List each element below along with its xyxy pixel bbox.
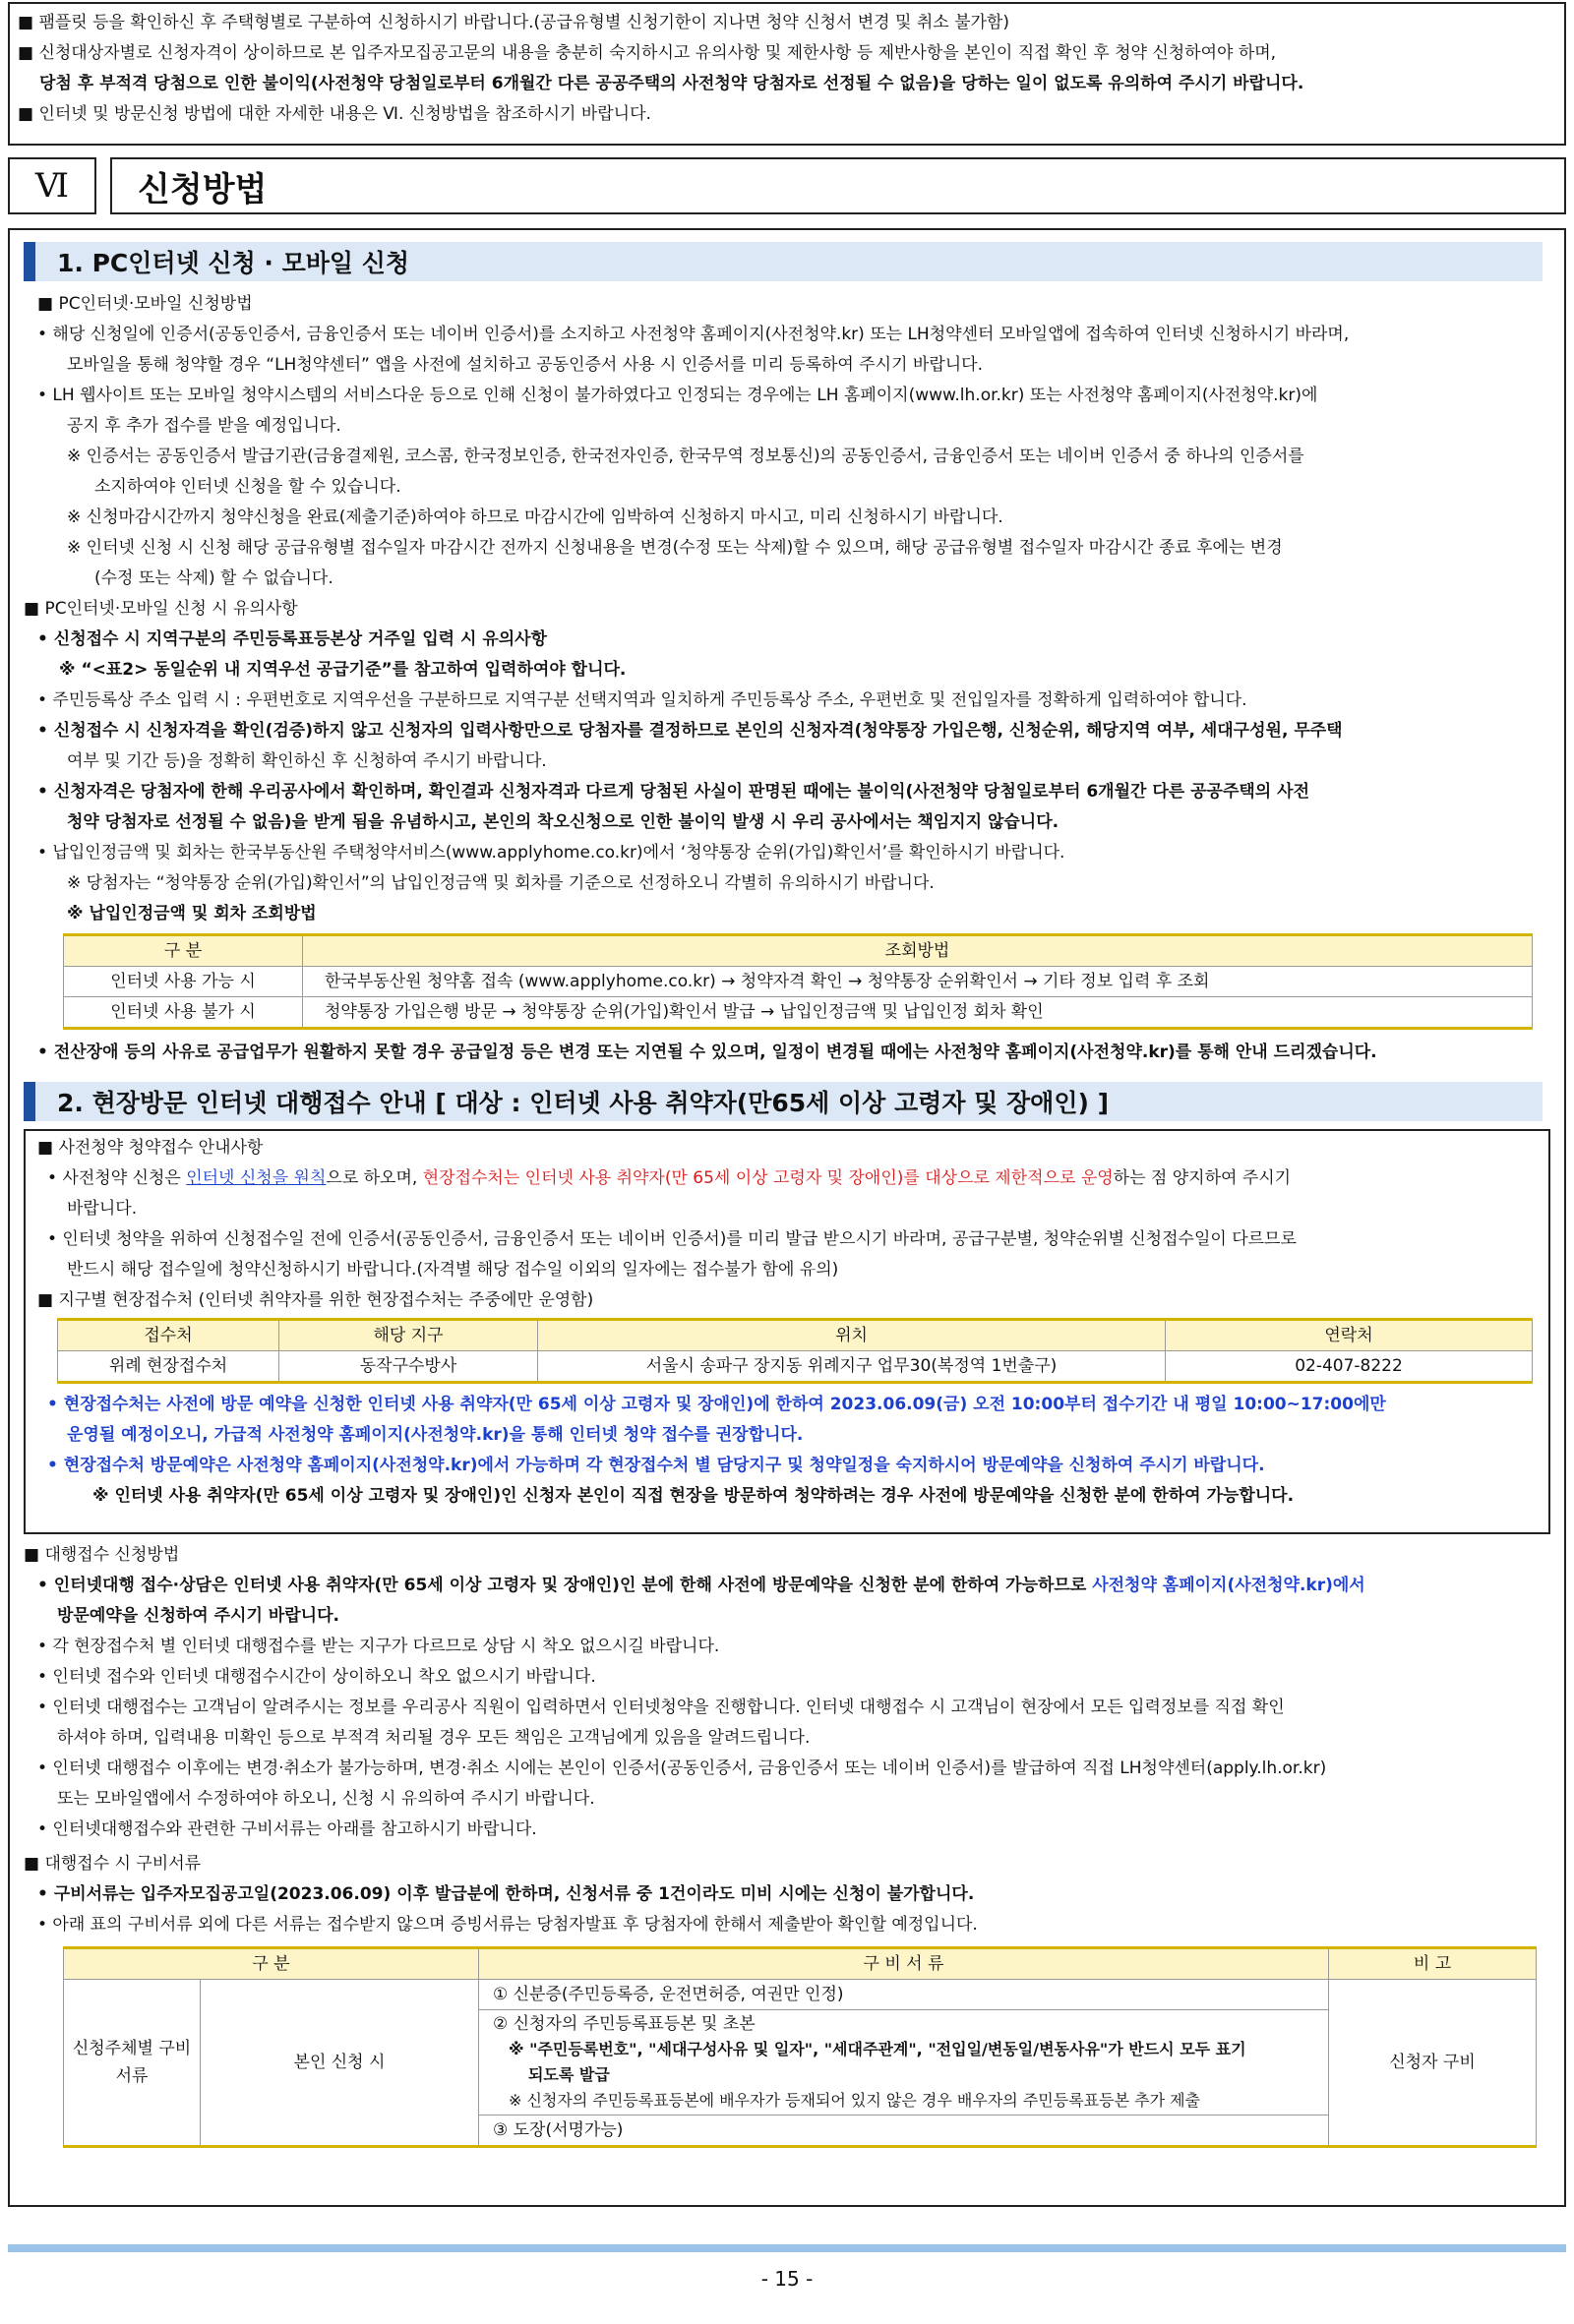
onsite-office-table bbox=[57, 1318, 1533, 1384]
heading: ■ 사전청약 청약접수 안내사항 bbox=[37, 1138, 264, 1158]
text-line: • 인터넷 대행접수는 고객님이 알려주시는 정보를 우리공사 직원이 입력하면서 인터넷청약을 진행합니다. 인터넷 대행접수 시 고객님이 현장에서 모든 입력정보를 직접 확인 bbox=[37, 1698, 1285, 1717]
table-cell: 신청주체별 구비서류 bbox=[64, 1980, 201, 2147]
table-cell: 인터넷 사용 가능 시 bbox=[64, 967, 303, 997]
table-row bbox=[64, 967, 1533, 997]
table-row bbox=[64, 1980, 1537, 2010]
table-header: 조회방법 bbox=[303, 935, 1533, 967]
table-cell bbox=[478, 2010, 1328, 2115]
section-number: Ⅵ bbox=[8, 157, 96, 214]
text-line: • 해당 신청일에 인증서(공동인증서, 금융인증서 또는 네이버 인증서)를 소지하고 사전청약 홈페이지(사전청약.kr) 또는 LH청약센터 모바일앱에 접속하여 인터넷 신청하시기 바라며, bbox=[37, 325, 1350, 344]
text-line: 청약 당첨자로 선정될 수 없음)을 받게 됨을 유념하시고, 본인의 착오신청으로 인한 불이익 발생 시 우리 공사에서는 책임지지 않습니다. bbox=[67, 812, 1059, 832]
text-line: 운영될 예정이오니, 가급적 사전청약 홈페이지(사전청약.kr)을 통해 인터넷 청약 접수를 권장합니다. bbox=[67, 1425, 804, 1445]
note-line: ※ 신청마감시간까지 청약신청을 완료(제출기준)하여야 하므로 마감시간에 임박하여 신청하지 마시고, 미리 신청하시기 바랍니다. bbox=[67, 507, 1003, 527]
text-line: 하셔야 하며, 입력내용 미확인 등으로 부적격 처리될 경우 모든 책임은 고객님에게 있음을 알려드립니다. bbox=[57, 1728, 811, 1748]
table-cell: 서울시 송파구 장지동 위례지구 업무30(복정역 1번출구) bbox=[538, 1351, 1166, 1383]
note-line: ※ 인터넷 사용 취약자(만 65세 이상 고령자 및 장애인)인 신청자 본인이 직접 현장을 방문하여 청약하려는 경우 사전에 방문예약을 신청한 분에 한하여 가능합니다. bbox=[92, 1486, 1295, 1506]
table-cell: 동작구수방사 bbox=[279, 1351, 538, 1383]
subsection-title-2: 2. 현장방문 인터넷 대행접수 안내 [ 대상 : 인터넷 사용 취약자(만65세 이상 고령자 및 장애인) ] bbox=[24, 1082, 1543, 1121]
note-line: (수정 또는 삭제) 할 수 없습니다. bbox=[94, 568, 333, 588]
table-header: 구 비 서 류 bbox=[478, 1948, 1328, 1980]
text-line: • 인터넷 접수와 인터넷 대행접수시간이 상이하오니 착오 없으시기 바랍니다. bbox=[37, 1667, 596, 1687]
notice-line: ■ 신청대상자별로 신청자격이 상이하므로 본 입주자모집공고문의 내용을 충분히 숙지하시고 유의사항 및 제한사항 등 제반사항을 본인이 직접 확인 후 청약 신청하여야 하며, bbox=[18, 43, 1277, 63]
text-line: • 납입인정금액 및 회차는 한국부동산원 주택청약서비스(www.applyhome.co.kr)에서 ‘청약통장 순위(가입)확인서’를 확인하시기 바랍니다. bbox=[37, 843, 1065, 863]
table-header: 위치 bbox=[538, 1320, 1166, 1351]
heading: ■ PC인터넷·모바일 신청방법 bbox=[37, 294, 253, 314]
table-header: 해당 지구 bbox=[279, 1320, 538, 1351]
doc-note: ※ "주민등록번호", "세대구성사유 및 일자", "세대주관계", "전입일/변동일/변동사유"가 반드시 모두 표기 bbox=[508, 2040, 1246, 2058]
table-cell: 청약통장 가입은행 방문 → 청약통장 순위(가입)확인서 발급 → 납입인정금액 및 납입인정 회차 확인 bbox=[303, 997, 1533, 1029]
note-line: ※ 당첨자는 “청약통장 순위(가입)확인서”의 납입인정금액 및 회차를 기준으로 선정하오니 각별히 유의하시기 바랍니다. bbox=[67, 873, 935, 893]
heading: ■ PC인터넷·모바일 신청 시 유의사항 bbox=[24, 599, 298, 619]
page-number: - 15 - bbox=[760, 2267, 814, 2291]
text-line: • 현장접수처는 사전에 방문 예약을 신청한 인터넷 사용 취약자(만 65세 이상 고령자 및 장애인)에 한하여 2023.06.09(금) 오전 10:00부터 접수기간 내 평일 10:00~17:00에만 bbox=[47, 1395, 1386, 1414]
doc-note: 되도록 발급 bbox=[527, 2065, 610, 2084]
note-line: ※ 인터넷 신청 시 신청 해당 공급유형별 접수일자 마감시간 전까지 신청내용을 변경(수정 또는 삭제)할 수 있으며, 해당 공급유형별 접수일자 마감시간 종료 후에는 변경 bbox=[67, 538, 1283, 558]
table-header: 연락처 bbox=[1166, 1320, 1533, 1351]
table-cell: 인터넷 사용 불가 시 bbox=[64, 997, 303, 1029]
notice-line: ■ 인터넷 및 방문신청 방법에 대한 자세한 내용은 Ⅵ. 신청방법을 참조하시기 바랍니다. bbox=[18, 104, 651, 124]
text-line: • 주민등록상 주소 입력 시 : 우편번호로 지역우선을 구분하므로 지역구분 선택지역과 일치하게 주민등록상 주소, 우편번호 및 전입일자를 정확하게 입력하여야 합니다. bbox=[37, 690, 1247, 710]
heading: ■ 대행접수 신청방법 bbox=[24, 1545, 180, 1565]
section-title: 신청방법 bbox=[110, 157, 1566, 214]
heading: ■ 지구별 현장접수처 (인터넷 취약자를 위한 현장접수처는 주중에만 운영함) bbox=[37, 1290, 594, 1310]
text-line: 모바일을 통해 청약할 경우 “LH청약센터” 앱을 사전에 설치하고 공동인증서 사용 시 인증서를 미리 등록하여 주시기 바랍니다. bbox=[67, 355, 984, 375]
subsection-title-1: 1. PC인터넷 신청 · 모바일 신청 bbox=[24, 242, 1543, 281]
footer-rule bbox=[8, 2244, 1566, 2252]
text-line: 방문예약을 신청하여 주시기 바랍니다. bbox=[57, 1606, 339, 1626]
notice-line: 당첨 후 부적격 당첨으로 인한 불이익(사전청약 당첨일로부터 6개월간 다른 공공주택의 사전청약 당첨자로 선정될 수 없음)을 당하는 일이 없도록 유의하여 주시기 바랍니다. bbox=[39, 74, 1304, 93]
required-documents-table bbox=[63, 1946, 1537, 2148]
text-line: • 인터넷대행 접수·상담은 인터넷 사용 취약자(만 65세 이상 고령자 및 장애인)인 분에 한해 사전에 방문예약을 신청한 분에 한하여 가능하므로 사전청약 홈페이지(사전청약.kr)에서 bbox=[37, 1576, 1365, 1595]
table-cell: ① 신분증(주민등록증, 운전면허증, 여권만 인정) bbox=[478, 1980, 1328, 2010]
note-line: ※ “<표2> 동일순위 내 지역우선 공급기준”를 참고하여 입력하여야 합니다. bbox=[59, 660, 627, 680]
table-cell: 신청자 구비 bbox=[1329, 1980, 1537, 2147]
table-row bbox=[58, 1351, 1533, 1383]
onsite-box bbox=[24, 1129, 1550, 1534]
heading: ■ 대행접수 시 구비서류 bbox=[24, 1854, 202, 1874]
doc-note: ※ 신청자의 주민등록표등본에 배우자가 등재되어 있지 않은 경우 배우자의 주민등록표등본 추가 제출 bbox=[508, 2091, 1201, 2110]
note-line: ※ 인증서는 공동인증서 발급기관(금융결제원, 코스콤, 한국정보인증, 한국전자인증, 한국무역 정보통신)의 공동인증서, 금융인증서 또는 네이버 인증서 중 하나의 인증서를 bbox=[67, 447, 1304, 466]
table-cell: 위례 현장접수처 bbox=[58, 1351, 279, 1383]
doc-item: ② 신청자의 주민등록표등본 및 초본 bbox=[492, 2014, 756, 2034]
text-line: • 전산장애 등의 사유로 공급업무가 원활하지 못할 경우 공급일정 등은 변경 또는 지연될 수 있으며, 일정이 변경될 때에는 사전청약 홈페이지(사전청약.kr)를 통해 안내 드리겠습니다. bbox=[37, 1043, 1377, 1062]
text-line: • 인터넷대행접수와 관련한 구비서류는 아래를 참고하시기 바랍니다. bbox=[37, 1819, 537, 1839]
text-line: • LH 웹사이트 또는 모바일 청약시스템의 서비스다운 등으로 인해 신청이 불가하였다고 인정되는 경우에는 LH 홈페이지(www.lh.or.kr) 또는 사전청약 홈페이지(사전청약.kr)에 bbox=[37, 386, 1318, 405]
text-line: • 인터넷 청약을 위하여 신청접수일 전에 인증서(공동인증서, 금융인증서 또는 네이버 인증서)를 미리 발급 받으시기 바라며, 공급구분별, 청약순위별 신청접수일이 다르므로 bbox=[47, 1229, 1297, 1249]
main-content-box bbox=[8, 228, 1566, 2207]
text-line: 공지 후 추가 접수를 받을 예정입니다. bbox=[67, 416, 341, 436]
text-line: • 각 현장접수처 별 인터넷 대행접수를 받는 지구가 다르므로 상담 시 착오 없으시길 바랍니다. bbox=[37, 1637, 720, 1656]
table-cell: 한국부동산원 청약홈 접속 (www.applyhome.co.kr) → 청약자격 확인 → 청약통장 순위확인서 → 기타 정보 입력 후 조회 bbox=[303, 967, 1533, 997]
text-line: 바랍니다. bbox=[67, 1199, 138, 1219]
note-line: ※ 납입인정금액 및 회차 조회방법 bbox=[67, 904, 317, 924]
table-cell: ③ 도장(서명가능) bbox=[478, 2115, 1328, 2147]
text-line: 또는 모바일앱에서 수정하여야 하오니, 신청 시 유의하여 주시기 바랍니다. bbox=[57, 1789, 595, 1809]
text-line: • 구비서류는 입주자모집공고일(2023.06.09) 이후 발급분에 한하며, 신청서류 중 1건이라도 미비 시에는 신청이 불가합니다. bbox=[37, 1884, 975, 1904]
top-notice-box bbox=[8, 2, 1566, 146]
table-cell: 02-407-8222 bbox=[1166, 1351, 1533, 1383]
table-row bbox=[64, 997, 1533, 1029]
table-header: 구 분 bbox=[64, 935, 303, 967]
text-line: • 아래 표의 구비서류 외에 다른 서류는 접수받지 않으며 증빙서류는 당첨자발표 후 당첨자에 한해서 제출받아 확인할 예정입니다. bbox=[37, 1915, 978, 1935]
text-line: • 인터넷 대행접수 이후에는 변경·취소가 불가능하며, 변경·취소 시에는 본인이 인증서(공동인증서, 금융인증서 또는 네이버 인증서)를 발급하여 직접 LH청약센터(apply.lh.or.kr) bbox=[37, 1758, 1327, 1778]
table-cell: 본인 신청 시 bbox=[201, 1980, 479, 2147]
note-line: 소지하여야 인터넷 신청을 할 수 있습니다. bbox=[94, 477, 401, 497]
text-line: • 현장접수처 방문예약은 사전청약 홈페이지(사전청약.kr)에서 가능하며 각 현장접수처 별 담당지구 및 청약일정을 숙지하시어 방문예약을 신청하여 주시기 바랍니다. bbox=[47, 1456, 1265, 1475]
inquiry-method-table bbox=[63, 933, 1533, 1030]
section-header bbox=[8, 157, 1566, 214]
table-header: 구 분 bbox=[64, 1948, 479, 1980]
text-line: • 신청자격은 당첨자에 한해 우리공사에서 확인하며, 확인결과 신청자격과 다르게 당첨된 사실이 판명된 때에는 불이익(사전청약 당첨일로부터 6개월간 다른 공공주택의 사전 bbox=[37, 782, 1309, 802]
text-line: • 사전청약 신청은 인터넷 신청을 원칙으로 하오며, 현장접수처는 인터넷 사용 취약자(만 65세 이상 고령자 및 장애인)를 대상으로 제한적으로 운영하는 점 양지하여 주시기 bbox=[47, 1168, 1292, 1188]
table-header: 접수처 bbox=[58, 1320, 279, 1351]
text-line: 여부 및 기간 등)을 정확히 확인하신 후 신청하여 주시기 바랍니다. bbox=[67, 751, 547, 771]
notice-line: ■ 팸플릿 등을 확인하신 후 주택형별로 구분하여 신청하시기 바랍니다.(공급유형별 신청기한이 지나면 청약 신청서 변경 및 취소 불가함) bbox=[18, 13, 1009, 32]
text-line: • 신청접수 시 지역구분의 주민등록표등본상 거주일 입력 시 유의사항 bbox=[37, 629, 548, 649]
text-line: • 신청접수 시 신청자격을 확인(검증)하지 않고 신청자의 입력사항만으로 당첨자를 결정하므로 본인의 신청자격(청약통장 가입은행, 신청순위, 해당지역 여부, 세대구성원, 무주택 bbox=[37, 721, 1343, 741]
text-line: 반드시 해당 접수일에 청약신청하시기 바랍니다.(자격별 해당 접수일 이외의 일자에는 접수불가 함에 유의) bbox=[67, 1260, 839, 1280]
table-header: 비 고 bbox=[1329, 1948, 1537, 1980]
